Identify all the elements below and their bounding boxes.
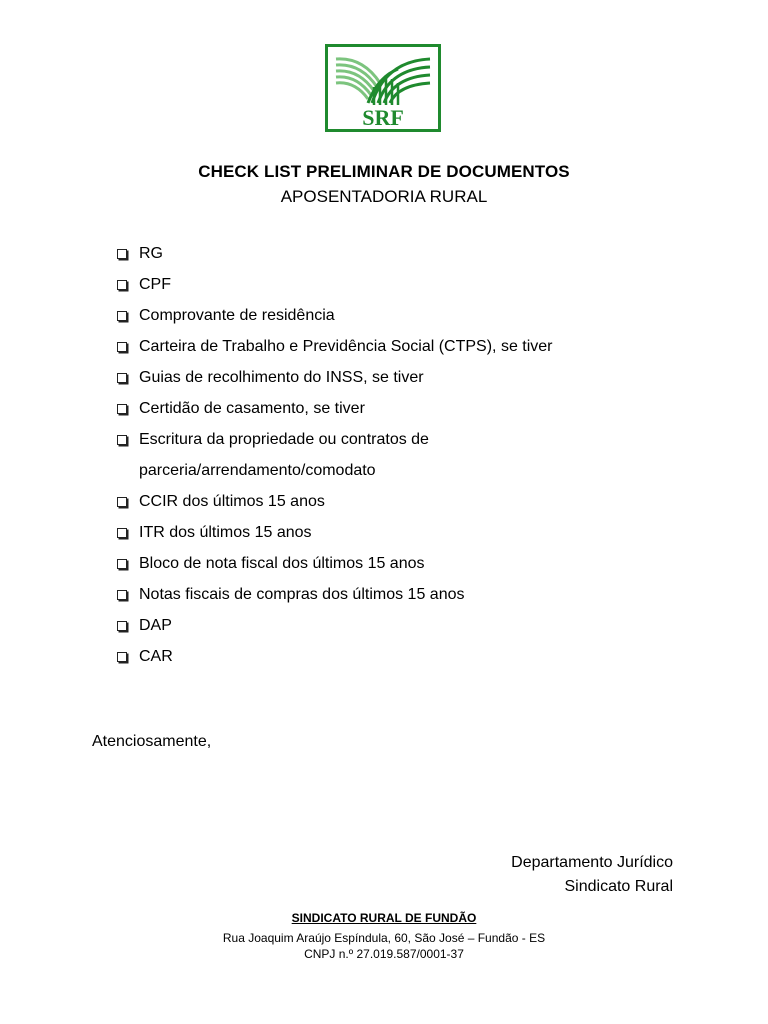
checkbox-icon — [117, 528, 127, 538]
checkbox-icon — [117, 559, 127, 569]
signature-organization: Sindicato Rural — [564, 878, 673, 895]
checkbox-icon — [117, 311, 127, 321]
checkbox-icon — [117, 621, 127, 631]
checkbox-icon — [117, 435, 127, 445]
checkbox-icon — [117, 249, 127, 259]
checkbox-icon — [117, 497, 127, 507]
checklist-item — [116, 583, 553, 614]
document-subtitle: APOSENTADORIA RURAL — [280, 187, 488, 206]
checklist-item — [116, 242, 553, 273]
checklist-item-label: CAR — [139, 648, 173, 665]
checklist-item — [116, 490, 553, 521]
checklist-item-label: Bloco de nota fiscal dos últimos 15 anos — [139, 555, 425, 572]
logo-text: SRF — [362, 105, 404, 129]
checklist-item-label-continued: parceria/arrendamento/comodato — [139, 462, 376, 479]
closing-text: Atenciosamente, — [92, 733, 212, 750]
signature-block — [511, 851, 673, 899]
checkbox-icon — [117, 404, 127, 414]
checklist-item-label: ITR dos últimos 15 anos — [139, 524, 312, 541]
checklist-item — [116, 552, 553, 583]
footer-organization: SINDICATO RURAL DE FUNDÃO — [291, 911, 477, 925]
checkbox-icon — [117, 280, 127, 290]
checklist-item-label: Comprovante de residência — [139, 307, 335, 324]
document-title: CHECK LIST PRELIMINAR DE DOCUMENTOS — [198, 162, 570, 181]
checkbox-icon — [117, 342, 127, 352]
checklist-item — [116, 521, 553, 552]
checklist-item — [116, 273, 553, 304]
srf-logo-icon — [328, 47, 438, 129]
checklist-item-label: CCIR dos últimos 15 anos — [139, 493, 325, 510]
checkbox-icon — [117, 590, 127, 600]
checklist-item-label: Notas fiscais de compras dos últimos 15 anos — [139, 586, 465, 603]
checklist-item — [116, 614, 553, 645]
checklist-item — [116, 645, 553, 676]
checklist-item-label: CPF — [139, 276, 171, 293]
checklist-item — [116, 428, 553, 490]
checkbox-icon — [117, 373, 127, 383]
page-footer — [0, 910, 768, 962]
checklist-item-label: Carteira de Trabalho e Previdência Social (CTPS), se tiver — [139, 338, 553, 355]
document-checklist — [116, 242, 553, 676]
footer-cnpj: CNPJ n.º 27.019.587/0001-37 — [304, 947, 464, 961]
checklist-item — [116, 397, 553, 428]
checklist-item — [116, 366, 553, 397]
checklist-item-label: Certidão de casamento, se tiver — [139, 400, 365, 417]
checklist-item-label: Guias de recolhimento do INSS, se tiver — [139, 369, 424, 386]
checklist-item — [116, 335, 553, 366]
checklist-item — [116, 304, 553, 335]
checklist-item-label: Escritura da propriedade ou contratos de — [139, 431, 429, 448]
checklist-item-label: RG — [139, 245, 163, 262]
signature-department: Departamento Jurídico — [511, 854, 673, 871]
checkbox-icon — [117, 652, 127, 662]
checklist-item-label: DAP — [139, 617, 172, 634]
footer-address: Rua Joaquim Araújo Espíndula, 60, São José – Fundão - ES — [222, 931, 546, 945]
srf-logo — [325, 44, 441, 132]
